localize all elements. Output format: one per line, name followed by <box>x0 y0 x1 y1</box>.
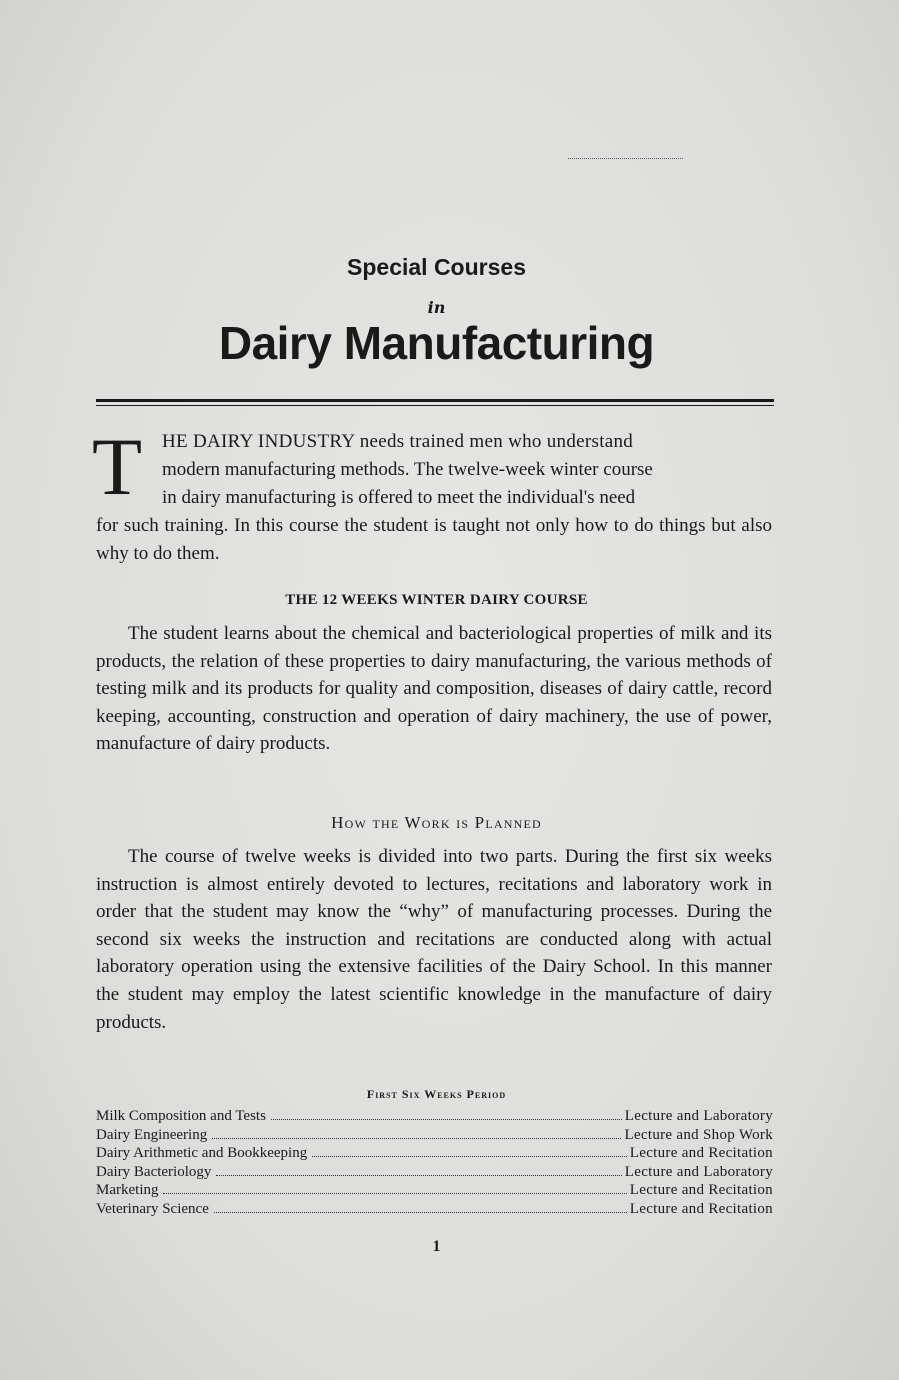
intro-paragraph <box>96 428 772 568</box>
title-in: in <box>427 298 446 317</box>
schedule-subject: Marketing <box>96 1182 159 1198</box>
bleed-through-mark <box>568 158 683 160</box>
schedule-subject: Milk Composition and Tests <box>96 1108 266 1124</box>
leader-dots <box>216 1175 621 1176</box>
schedule-row <box>96 1200 773 1219</box>
schedule-subject: Dairy Bacteriology <box>96 1163 212 1180</box>
schedule-row <box>96 1181 773 1200</box>
winter-course-paragraph: The student learns about the chemical and bacteriological properties of milk and its products, the relation of these properties to dairy manufacturing, the various methods of testing milk and its products for quality and composition, diseases of dairy cattle, record keeping, accounting, construction and operation of dairy machinery, the use of power, manufacture of dairy products. <box>96 623 772 755</box>
leader-dots <box>212 1138 621 1139</box>
schedule-kind: Lecture and Laboratory <box>624 1163 773 1180</box>
title-special-courses: Special Courses <box>347 254 526 280</box>
intro-rest: for such training. In this course the student is taught not only how to do things but also why to do them. <box>96 515 772 564</box>
intro-line-1: HE DAIRY INDUSTRY needs trained men who understand <box>162 431 634 452</box>
schedule-row <box>96 1163 773 1182</box>
leader-dots <box>312 1156 627 1157</box>
page-title: Dairy Manufacturing <box>218 317 655 369</box>
title-rule-thin <box>96 405 774 406</box>
work-planned-paragraph: The course of twelve weeks is divided into two parts. During the first six weeks instruction is almost entirely devoted to lectures, recitations and laboratory work in order that the student may know the “why” of manufacturing processes. During the second six weeks the instruction and recitations are conducted along with actual laboratory operation using the extensive facilities of the Dairy School. In this manner the student may employ the latest scientific knowledge in the manufacture of dairy products. <box>96 846 772 1033</box>
leader-dots <box>163 1193 626 1194</box>
schedule-heading: First Six Weeks Period <box>366 1087 507 1101</box>
intro-line-2: modern manufacturing methods. The twelve-week winter course <box>162 459 653 480</box>
schedule-kind: Lecture and Laboratory <box>624 1108 773 1124</box>
schedule-subject: Dairy Engineering <box>96 1126 208 1143</box>
schedule-subject: Dairy Arithmetic and Bookkeeping <box>96 1145 308 1161</box>
schedule-row <box>96 1107 773 1126</box>
schedule-list <box>96 1107 773 1218</box>
title-rule-thick <box>96 399 774 402</box>
drop-cap: T <box>92 421 143 512</box>
schedule-kind: Lecture and Recitation <box>629 1200 773 1217</box>
leader-dots <box>214 1212 627 1213</box>
schedule-kind: Lecture and Shop Work <box>624 1126 773 1143</box>
schedule-kind: Lecture and Recitation <box>629 1182 773 1198</box>
schedule-row <box>96 1126 773 1145</box>
page-number: 1 <box>432 1238 441 1255</box>
schedule-kind: Lecture and Recitation <box>629 1145 773 1161</box>
intro-line-3: in dairy manufacturing is offered to meet the individual's need <box>162 487 636 508</box>
section-heading-winter-course: THE 12 WEEKS WINTER DAIRY COURSE <box>285 592 588 608</box>
section-heading-work-planned: How the Work is Planned <box>331 813 542 832</box>
schedule-row <box>96 1144 773 1163</box>
leader-dots <box>271 1119 622 1120</box>
schedule-subject: Veterinary Science <box>96 1200 209 1217</box>
